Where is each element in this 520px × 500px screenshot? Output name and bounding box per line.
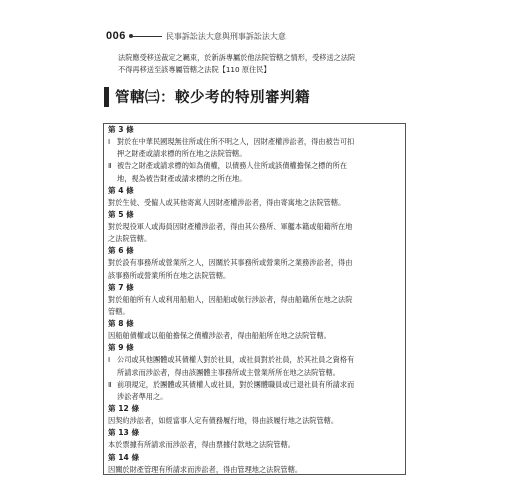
- paragraph-text: [108, 294, 403, 318]
- paragraph-text: [108, 439, 403, 451]
- article-heading: 第 14 條: [108, 452, 140, 462]
- text-line: 對於船舶所有人或利用船舶人，因船舶或航行涉訟者，得由船籍所在地之法院: [108, 294, 353, 304]
- article-paragraph: [108, 330, 403, 342]
- text-line: 前項規定，於團體或其債權人或社員，對於團體職員或已退社員有所請求而: [117, 379, 355, 389]
- article-paragraph: [108, 379, 403, 403]
- article-heading: 第 13 條: [108, 428, 140, 438]
- article-heading: 第 9 條: [108, 343, 134, 353]
- article: [108, 124, 403, 185]
- paragraph-text: [108, 221, 403, 245]
- article: [108, 245, 403, 281]
- text-line: 本於票據有所請求而涉訟者，得由票據付款地之法院管轄。: [108, 440, 295, 450]
- section-title: 管轄㈢：較少考的特別審判籍: [115, 89, 310, 106]
- article: [108, 452, 403, 476]
- page-header: [106, 29, 286, 43]
- text-line: 因船舶債權或以船舶擔保之債權涉訟者，得由船舶所在地之法院管轄。: [108, 331, 331, 341]
- article-heading: 第 5 條: [108, 210, 134, 220]
- paragraph-text: [117, 160, 403, 184]
- article-heading: 第 8 條: [108, 319, 134, 329]
- text-line: 被告之財產或請求標的如為債權，以債務人住所或該債權擔保之標的所在: [117, 161, 348, 171]
- article-heading: 第 7 條: [108, 282, 134, 292]
- section-heading: [104, 86, 310, 107]
- article-paragraph: [108, 136, 403, 160]
- text-line: 該事務所或營業所所在地之法院管轄。: [108, 270, 231, 280]
- article-paragraph: [108, 415, 403, 427]
- article: [108, 427, 403, 451]
- paragraph-text: [108, 330, 403, 342]
- text-line: 對於現役軍人或海員因財產權涉訟者，得由其公務所、軍艦本籍或船籍所在地: [108, 222, 353, 232]
- paragraph-marker: Ⅱ: [108, 161, 112, 171]
- article: [108, 209, 403, 245]
- paragraph-marker: Ⅰ: [108, 137, 111, 146]
- article: [108, 342, 403, 403]
- text-line: 押之財產或請求標的所在地之法院管轄。: [117, 149, 247, 159]
- text-line: 公司或其他團體或其債權人對於社員，或社員對於社員，於其社員之資格有: [117, 355, 355, 365]
- text-line: 之法院管轄。: [108, 234, 152, 244]
- paragraph-text: [117, 379, 403, 403]
- article-paragraph: [108, 464, 403, 476]
- text-line: 因契約涉訟者，如經當事人定有債務履行地，得由該履行地之法院管轄。: [108, 416, 339, 426]
- paragraph-text: [108, 415, 403, 427]
- paragraph-marker: Ⅰ: [108, 355, 111, 365]
- article-heading: 第 4 條: [108, 185, 134, 195]
- article: [108, 282, 403, 318]
- text-line: 涉訟者準用之。: [117, 392, 168, 402]
- paragraph-text: [108, 257, 403, 281]
- paragraph-marker: Ⅱ: [108, 379, 112, 389]
- article-paragraph: [108, 354, 403, 378]
- article-paragraph: [108, 221, 403, 245]
- text-line: 對於生徒、受僱人或其他寄寓人因財產權涉訟者，得由寄寓地之法院管轄。: [108, 197, 346, 207]
- paragraph-text: [108, 197, 403, 209]
- article-heading: 第 3 條: [108, 125, 134, 134]
- article: [108, 318, 403, 342]
- article: [108, 185, 403, 209]
- header-rule: [132, 36, 162, 37]
- text-line: 地，視為被告財產或請求標的之所在地。: [117, 173, 247, 183]
- text-line: 所請求而涉訟者，得由該團體主事務所或主營業所所在地之法院管轄。: [117, 367, 340, 377]
- page-number: 006: [106, 30, 126, 42]
- article-paragraph: [108, 197, 403, 209]
- intro-paragraph: [118, 52, 410, 76]
- statute-articles: [108, 124, 403, 476]
- heading-bar: [104, 87, 109, 107]
- article-heading: 第 6 條: [108, 246, 134, 256]
- text-line: 管轄。: [108, 307, 130, 317]
- paragraph-text: [108, 464, 403, 476]
- article-paragraph: [108, 294, 403, 318]
- paragraph-text: [117, 354, 403, 378]
- intro-line: 不得再移送至該專屬管轄之法院【110 原住民】: [118, 65, 271, 74]
- article-paragraph: [108, 257, 403, 281]
- text-line: 因關於財產管理有所請求而涉訟者，得由管理地之法院管轄。: [108, 464, 303, 474]
- text-line: 對於在中華民國現無住所或住所不明之人，因財產權涉訟者，得由被告可扣: [117, 137, 355, 146]
- paragraph-text: [117, 136, 403, 160]
- intro-line: 法院應受移送裁定之羈束，於新訴專屬於他法院管轄之情形，受移送之法院: [118, 53, 356, 62]
- article-paragraph: [108, 160, 403, 184]
- article-paragraph: [108, 439, 403, 451]
- article-heading: 第 12 條: [108, 404, 140, 414]
- article: [108, 403, 403, 427]
- running-title: 民事訴訟法大意與刑事訴訟法大意: [165, 31, 286, 41]
- text-line: 對於設有事務所或營業所之人，因關於其事務所或營業所之業務涉訟者，得由: [108, 258, 353, 268]
